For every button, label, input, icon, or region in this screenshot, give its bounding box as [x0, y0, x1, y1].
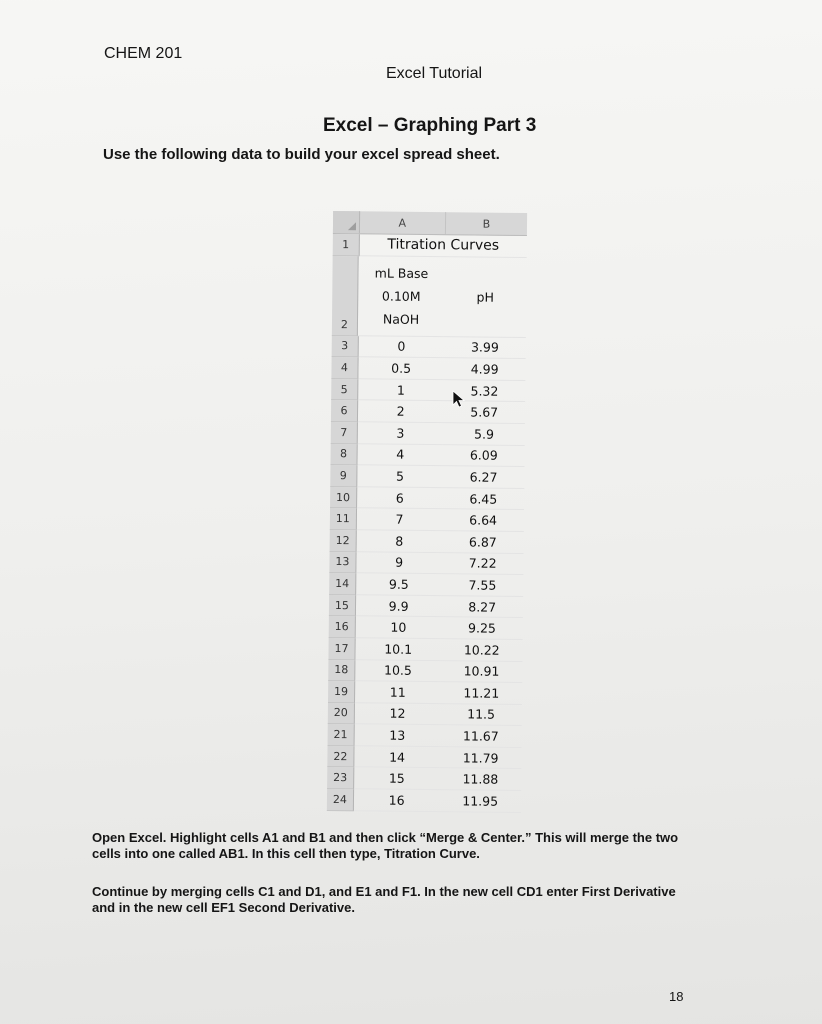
- table-row: [329, 595, 523, 619]
- cell-ph: 6.09: [443, 445, 525, 467]
- subject-label: Excel Tutorial: [386, 65, 483, 82]
- cell-ml-base: 8: [356, 530, 442, 552]
- cell-ph: 6.45: [442, 488, 524, 510]
- table-row: [331, 400, 525, 424]
- header-line: NaOH: [382, 311, 420, 327]
- cell-ml-base: 16: [354, 789, 440, 811]
- row-number: 23: [327, 767, 354, 789]
- cell-ph: 10.91: [441, 661, 523, 683]
- cell-ml-base: 5: [357, 465, 443, 487]
- table-row: [328, 724, 522, 748]
- table-row: [332, 256, 527, 338]
- mouse-pointer-icon: [452, 390, 466, 408]
- cell-ml-base: 11: [355, 681, 441, 703]
- row-number: 20: [328, 703, 355, 725]
- cell-ph: 11.67: [440, 725, 522, 747]
- column-header-a: A: [360, 211, 446, 234]
- cell-ml-base: 6: [357, 487, 443, 509]
- cell-ml-base: 1: [358, 379, 444, 401]
- data-rows: [327, 336, 526, 813]
- row-number: 6: [331, 400, 358, 422]
- table-row: [330, 530, 524, 554]
- cell-ml-base: 10.5: [355, 660, 441, 682]
- merged-title-cell: Titration Curves: [360, 234, 527, 257]
- instruction-paragraph-1: Open Excel. Highlight cells A1 and B1 and then click “Merge & Center.” This will merge the two cells into one called AB1. In this cell then type, Titration Curve.: [92, 830, 679, 861]
- cell-ph: 4.99: [444, 358, 526, 380]
- cell-ml-base: 10: [356, 617, 442, 639]
- page-title: Excel – Graphing Part 3: [323, 115, 537, 136]
- cell-ph: 5.9: [443, 423, 525, 445]
- table-row: [331, 379, 525, 403]
- row-number: 11: [330, 508, 357, 530]
- row-number: 12: [330, 530, 357, 552]
- table-row: [329, 573, 523, 597]
- row-number: 2: [332, 256, 359, 336]
- cell-ml-base: 9.5: [356, 573, 442, 595]
- table-row: [330, 444, 524, 468]
- cell-ml-base: 0: [358, 336, 444, 358]
- row-number: 19: [328, 681, 355, 703]
- row-number: 9: [330, 465, 357, 487]
- row-number: 18: [328, 659, 355, 681]
- cell-ml-base: 3: [358, 422, 444, 444]
- table-row: [332, 336, 526, 360]
- cell-ml-base: 9: [356, 552, 442, 574]
- row-number: 7: [331, 422, 358, 444]
- cell-ph: 8.27: [441, 596, 523, 618]
- table-row: [329, 616, 523, 640]
- cell-ph: 5.32: [444, 380, 526, 402]
- table-row: [329, 552, 523, 576]
- row-number: 10: [330, 487, 357, 509]
- cell-ph: 10.22: [441, 639, 523, 661]
- header-line: 0.10M: [381, 288, 421, 304]
- select-all-corner: [333, 211, 360, 233]
- table-row: [328, 638, 522, 662]
- cell-ph: 9.25: [441, 617, 523, 639]
- cell-ml-base: 4: [357, 444, 443, 466]
- row-number: 8: [330, 444, 357, 466]
- table-row: [330, 465, 524, 489]
- table-row: [333, 234, 527, 258]
- cell-ml-base: 12: [355, 703, 441, 725]
- cell-ph: 7.22: [442, 553, 524, 575]
- cell-ph: 6.87: [442, 531, 524, 553]
- table-row: [327, 789, 521, 813]
- cell-ph: 11.21: [440, 682, 522, 704]
- cell-ph: 7.55: [442, 574, 524, 596]
- course-label: CHEM 201: [104, 45, 183, 62]
- row-number: 4: [331, 357, 358, 379]
- cell-ml-base: 10.1: [355, 638, 441, 660]
- row-number: 16: [329, 616, 356, 638]
- cell-ph: 5.67: [443, 402, 525, 424]
- row-number: 3: [332, 336, 359, 358]
- header-cell-ph: pH: [444, 257, 527, 338]
- row-number: 15: [329, 595, 356, 617]
- table-row: [330, 508, 524, 532]
- row-number: 14: [329, 573, 356, 595]
- cell-ph: 6.64: [442, 510, 524, 532]
- row-number: 17: [328, 638, 355, 660]
- page-number: 18: [669, 989, 684, 1004]
- cell-ml-base: 7: [357, 509, 443, 531]
- cell-ml-base: 13: [354, 725, 440, 747]
- row-number: 22: [327, 746, 354, 768]
- cell-ph: 11.79: [440, 747, 522, 769]
- cell-ml-base: 2: [358, 401, 444, 423]
- table-row: [327, 746, 521, 770]
- table-row: [331, 422, 525, 446]
- row-number: 24: [327, 789, 354, 811]
- cell-ml-base: 0.5: [358, 357, 444, 379]
- header-cell-ml-base: [358, 256, 445, 337]
- table-row: [331, 357, 525, 381]
- cell-ml-base: 9.9: [356, 595, 442, 617]
- cell-ph: 11.5: [440, 704, 522, 726]
- table-row: [328, 703, 522, 727]
- row-number: 1: [333, 234, 360, 256]
- table-row: [330, 487, 524, 511]
- cell-ph: 11.95: [439, 790, 521, 812]
- cell-ph: 3.99: [444, 337, 526, 359]
- spreadsheet-image: [327, 211, 527, 813]
- instruction-paragraph-2: Continue by merging cells C1 and D1, and E1 and F1. In the new cell CD1 enter First Derivative and in the new cell EF1 Second Derivative.: [92, 884, 676, 915]
- cell-ph: 11.88: [440, 769, 522, 791]
- table-row: [328, 681, 522, 705]
- column-header-b: B: [482, 217, 491, 231]
- cell-ml-base: 14: [354, 746, 440, 768]
- column-header-row: [333, 211, 527, 236]
- cell-ml-base: 15: [354, 768, 440, 790]
- row-number: 13: [329, 552, 356, 574]
- row-number: 21: [328, 724, 355, 746]
- intro-text: Use the following data to build your excel spread sheet.: [103, 146, 500, 163]
- row-number: 5: [331, 379, 358, 401]
- table-row: [328, 659, 522, 683]
- cell-ph: 6.27: [443, 466, 525, 488]
- header-line: mL Base: [374, 265, 429, 281]
- table-row: [327, 767, 521, 791]
